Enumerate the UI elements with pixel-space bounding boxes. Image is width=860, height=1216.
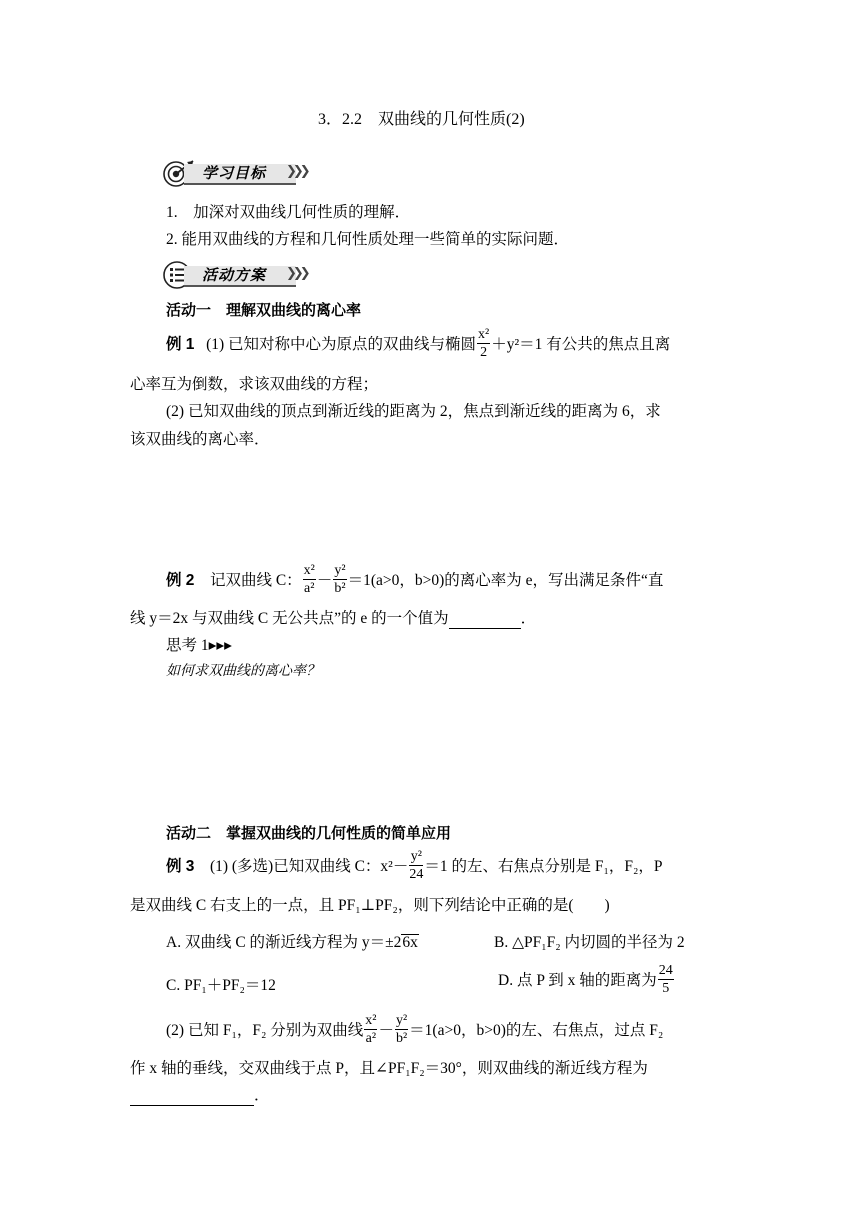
example-3-part2-line-3 (130, 1083, 270, 1106)
answer-blank[interactable] (449, 610, 521, 629)
example-text: ． (520, 610, 537, 627)
fraction: $\frac{\text{y²}}{24}$ (409, 849, 424, 882)
page-title: 3．2.2 双曲线的几何性质(2) (318, 111, 525, 128)
fraction: $\frac{\text{x²}}{\text{a²}}$ (303, 563, 315, 596)
sqrt-symbol: 6x (402, 934, 418, 951)
example-label: 例 2 (166, 572, 195, 590)
option-text: D. 点 P 到 x 轴的距离为 (498, 972, 657, 990)
example-text: (1) (多选)已知双曲线 C：x²－ (209, 858, 409, 876)
think-question: 如何求双曲线的离心率？ (166, 663, 320, 679)
example-text: (2) 已知 F₁，F₂ 分别为双曲线 (166, 1022, 364, 1040)
example-text: 记双曲线 C： (209, 572, 302, 590)
example-label: 例 3 (166, 858, 195, 876)
example-1-line-4: 该双曲线的离心率． (130, 431, 270, 448)
activity-heading: 活动二 掌握双曲线的几何性质的简单应用 (166, 825, 452, 842)
section-badge-plan (162, 260, 332, 290)
example-text: ． (254, 1087, 270, 1104)
example-1-line-2: 心率互为倒数，求该双曲线的方程； (130, 376, 379, 393)
example-label: 例 1 (166, 336, 195, 354)
example-text: ＋y²＝1 有公共的焦点且离 (491, 336, 671, 354)
fraction: $\frac{24}{5}$ (658, 963, 673, 996)
example-text: ＝1 的左、右焦点分别是 F₁，F₂，P (424, 858, 663, 876)
option-text: A. 双曲线 C 的渐近线方程为 y＝±2 (166, 934, 402, 951)
fraction: $\frac{\text{x²}}{2}$ (478, 327, 490, 360)
example-3-line-1 (166, 850, 663, 885)
badge-title: 活动方案 (202, 266, 267, 284)
chevron-right-icon: ❯❯❯ (286, 164, 307, 179)
example-text: ＝1(a>0，b>0)的离心率为 e，写出满足条件“直 (347, 572, 664, 590)
option-b: B. △PF₁F₂ 内切圆的半径为 2 (494, 934, 685, 951)
option-d (498, 964, 675, 999)
goal-item: 2. 能用双曲线的方程和几何性质处理一些简单的实际问题． (166, 231, 570, 248)
example-text: (1) 已知对称中心为原点的双曲线与椭圆 (206, 336, 477, 354)
fraction: $\frac{\text{y²}}{\text{b²}}$ (395, 1013, 408, 1046)
think-label: 思考 1▸▸▸ (166, 637, 232, 654)
badge-title: 学习目标 (202, 164, 267, 182)
option-a (166, 930, 419, 952)
fraction: $\frac{\text{x²}}{\text{a²}}$ (365, 1013, 377, 1046)
example-3-part2-line-2: 作 x 轴的垂线，交双曲线于点 P，且∠PF₁F₂＝30°，则双曲线的渐近线方程为 (130, 1060, 648, 1077)
answer-blank[interactable] (130, 1087, 254, 1106)
example-1-line-3: (2) 已知双曲线的顶点到渐近线的距离为 2，焦点到渐近线的距离为 6，求 (166, 403, 661, 420)
example-3-part2-line-1: (2) 已知 F₁，F₂ 分别为双曲线 $\frac{\text{x²}}{\text{a²}}$ － $\frac{\text{y²}}{\text{b²}}$ ＝1(a>0，b>0)的左、右焦点，过点 F₂ (166, 1013, 664, 1046)
option-c: C. PF₁＋PF₂＝12 (166, 977, 276, 994)
example-text: 线 y＝2x 与双曲线 C 无公共点”的 e 的一个值为 (130, 610, 449, 627)
goal-item: 1. 加深对双曲线几何性质的理解． (166, 204, 411, 221)
example-3-line-2: 是双曲线 C 右支上的一点，且 PF₁⊥PF₂，则下列结论中正确的是( ) (130, 897, 610, 914)
example-2-line-2 (130, 606, 536, 629)
example-2-line-1: 例 2 记双曲线 C： $\frac{\text{x²}}{\text{a²}}$ － $\frac{\text{y²}}{\text{b²}}$ ＝1(a>0，b>0)的离心率为 e，写出满足条件“直 (166, 563, 664, 596)
fraction: $\frac{\text{y²}}{\text{b²}}$ (334, 563, 346, 596)
chevron-right-icon: ❯❯❯ (286, 266, 307, 281)
section-badge-goals (162, 158, 332, 188)
example-1-line-1 (166, 328, 670, 363)
example-text: ＝1(a>0，b>0)的左、右焦点，过点 F₂ (409, 1022, 664, 1040)
activity-heading: 活动一 理解双曲线的离心率 (166, 302, 362, 319)
